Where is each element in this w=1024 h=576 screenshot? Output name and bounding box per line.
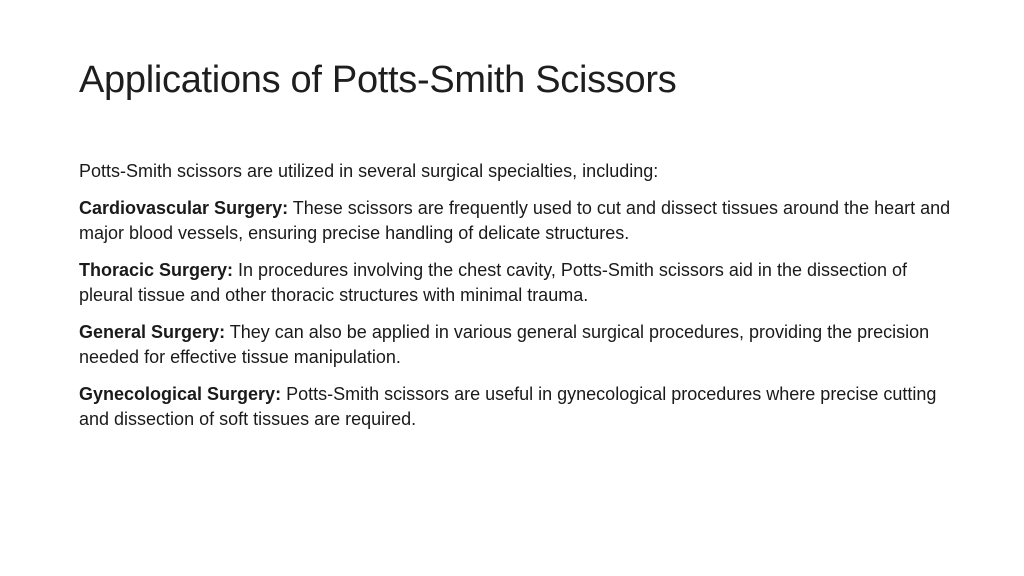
general-surgery-paragraph — [79, 320, 959, 370]
thoracic-surgery-heading: Thoracic Surgery: — [79, 260, 234, 280]
general-surgery-heading: General Surgery: — [79, 322, 226, 342]
general-surgery-text: They can also be applied in various general surgical procedures, providing the precision needed for effective tissue manipulation. — [79, 322, 930, 367]
gynecological-surgery-paragraph — [79, 382, 959, 432]
cardiovascular-surgery-paragraph — [79, 196, 959, 246]
gynecological-surgery-text: Potts-Smith scissors are useful in gynecological procedures where precise cutting and dissection of soft tissues are required. — [79, 384, 937, 429]
thoracic-surgery-paragraph — [79, 258, 959, 308]
slide-title: Applications of Potts-Smith Scissors — [79, 59, 677, 101]
thoracic-surgery-text: In procedures involving the chest cavity, Potts-Smith scissors aid in the dissection of pleural tissue and other thoracic structures with minimal trauma. — [79, 260, 908, 305]
slide-body — [79, 159, 959, 444]
intro-paragraph: Potts-Smith scissors are utilized in several surgical specialties, including: — [79, 161, 659, 181]
cardiovascular-surgery-text: These scissors are frequently used to cut and dissect tissues around the heart and major blood vessels, ensuring precise handling of delicate structures. — [79, 198, 951, 243]
cardiovascular-surgery-heading: Cardiovascular Surgery: — [79, 198, 289, 218]
gynecological-surgery-heading: Gynecological Surgery: — [79, 384, 282, 404]
